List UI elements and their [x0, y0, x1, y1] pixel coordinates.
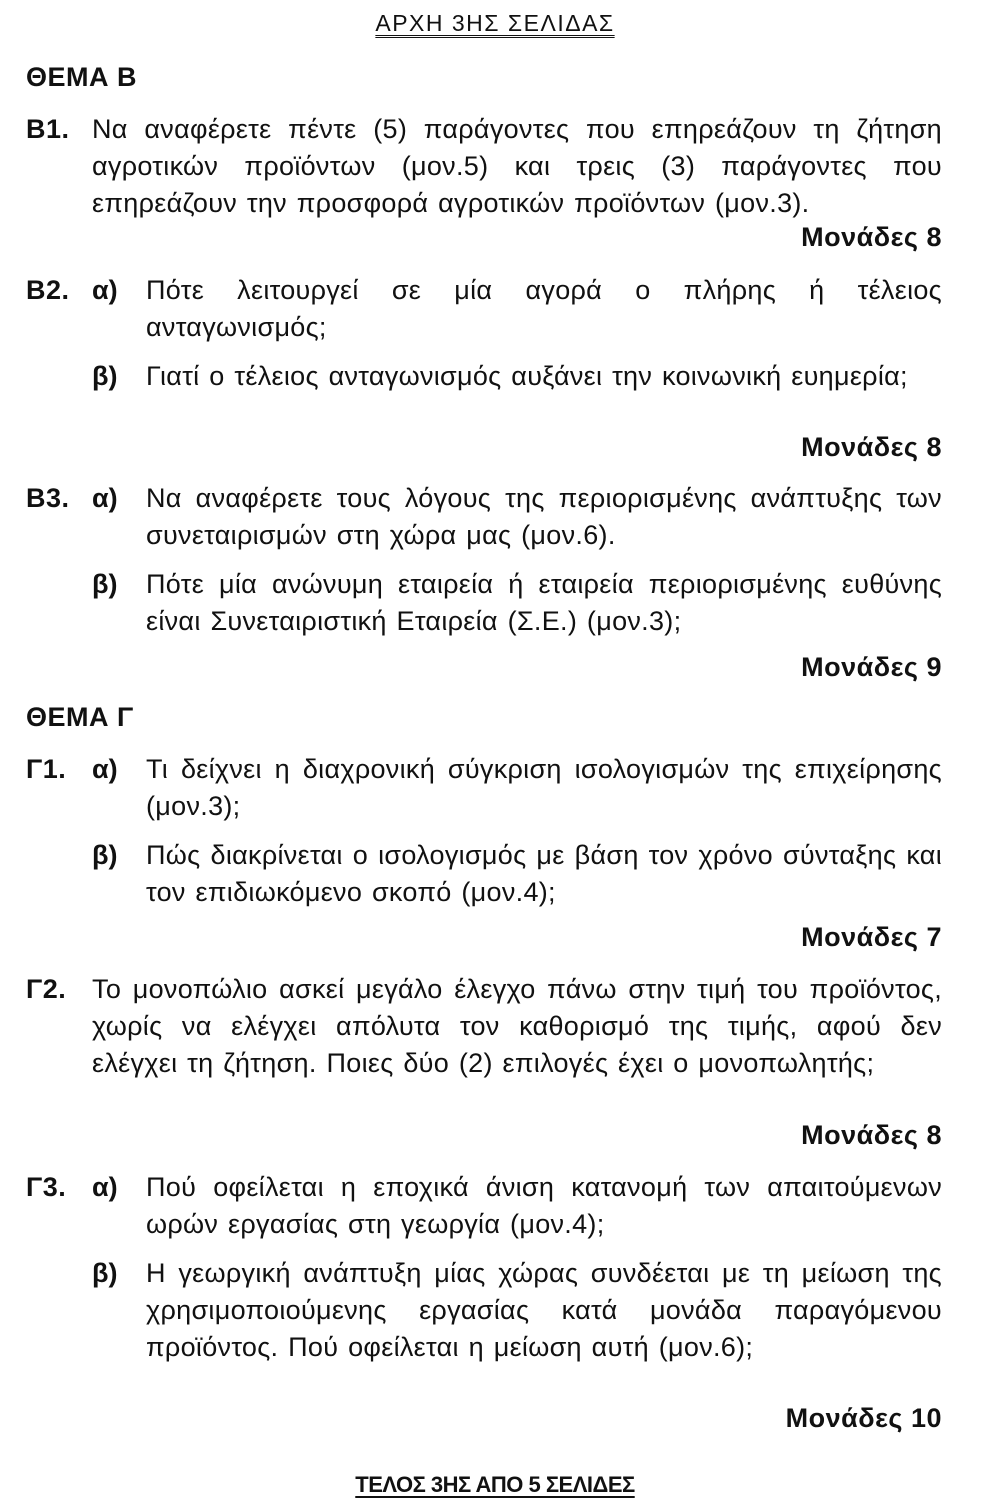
question-text: Να αναφέρετε πέντε (5) παράγοντες που επηρεάζουν τη ζήτηση αγροτικών προϊόντων (μον.5) και τρεις (3) παράγοντες που επηρεάζουν την προσφορά αγροτικών προϊόντων (μον.3). [92, 114, 942, 218]
part-text: Πού οφείλεται η εποχικά άνιση κατανομή των απαιτούμενων ωρών εργασίας στη γεωργία (μον.4); [146, 1172, 942, 1239]
part-label: α) [92, 754, 118, 784]
theme-b-title: ΘΕΜΑ Β [26, 62, 137, 92]
question-label: Γ1. [26, 754, 67, 784]
question-b2 [26, 272, 942, 395]
marks-c3: Μονάδες 10 [785, 1403, 942, 1433]
theme-c-title: ΘΕΜΑ Γ [26, 702, 134, 732]
question-b3 [26, 480, 942, 640]
marks-b3: Μονάδες 9 [801, 652, 942, 682]
question-part-b [92, 837, 942, 911]
question-label: Γ3. [26, 1172, 67, 1202]
part-text: Η γεωργική ανάπτυξη μίας χώρας συνδέεται με τη μείωση της χρησιμοποιούμενης εργασίας κατά μονάδα παραγόμενου προϊόντος. Πού οφείλεται η μείωση αυτή (μον.6); [146, 1258, 942, 1362]
part-label: α) [92, 1172, 118, 1202]
question-label: Β2. [26, 275, 70, 305]
question-part-a [92, 272, 942, 346]
question-part-a [92, 751, 942, 825]
part-label: β) [92, 569, 118, 599]
page-header-text: ΑΡΧΗ 3ΗΣ ΣΕΛΙΔΑΣ [375, 10, 615, 36]
part-label: β) [92, 361, 118, 391]
question-c2 [26, 971, 942, 1082]
marks-b2: Μονάδες 8 [801, 432, 942, 462]
page-footer [0, 1472, 990, 1498]
question-part-b [92, 1255, 942, 1366]
question-label: Β1. [26, 114, 70, 144]
question-part-b [92, 566, 942, 640]
part-text: Πότε μία ανώνυμη εταιρεία ή εταιρεία περιορισμένης ευθύνης είναι Συνεταιριστική Εταιρεία (Σ.Ε.) (μον.3); [146, 569, 942, 636]
page-header [0, 10, 990, 37]
question-c1 [26, 751, 942, 911]
part-label: β) [92, 1258, 118, 1288]
marks-b1: Μονάδες 8 [801, 222, 942, 252]
page-footer-text: ΤΕΛΟΣ 3ΗΣ ΑΠΟ 5 ΣΕΛΙΔΕΣ [355, 1472, 635, 1497]
part-text: Τι δείχνει η διαχρονική σύγκριση ισολογισμών της επιχείρησης (μον.3); [146, 754, 942, 821]
question-b1 [26, 111, 942, 222]
part-label: α) [92, 275, 118, 305]
question-part-a [92, 1169, 942, 1243]
question-label: Β3. [26, 483, 70, 513]
part-text: Πώς διακρίνεται ο ισολογισμός με βάση τον χρόνο σύνταξης και τον επιδιωκόμενο σκοπό (μον.4); [146, 840, 942, 907]
question-label: Γ2. [26, 974, 67, 1004]
question-text: Το μονοπώλιο ασκεί μεγάλο έλεγχο πάνω στην τιμή του προϊόντος, χωρίς να ελέγχει απόλυτα τον καθορισμό της τιμής, αφού δεν ελέγχει τη ζήτηση. Ποιες δύο (2) επιλογές έχει ο μονοπωλητής; [92, 974, 942, 1078]
part-text: Να αναφέρετε τους λόγους της περιορισμένης ανάπτυξης των συνεταιρισμών στη χώρα μας (μον.6). [146, 483, 942, 550]
part-text: Γιατί ο τέλειος ανταγωνισμός αυξάνει την κοινωνική ευημερία; [146, 361, 908, 391]
part-text: Πότε λειτουργεί σε μία αγορά ο πλήρης ή τέλειος ανταγωνισμός; [146, 275, 942, 342]
marks-c1: Μονάδες 7 [801, 922, 942, 952]
part-label: α) [92, 483, 118, 513]
question-part-b [92, 358, 942, 395]
marks-c2: Μονάδες 8 [801, 1120, 942, 1150]
question-c3 [26, 1169, 942, 1366]
part-label: β) [92, 840, 118, 870]
question-part-a [92, 480, 942, 554]
